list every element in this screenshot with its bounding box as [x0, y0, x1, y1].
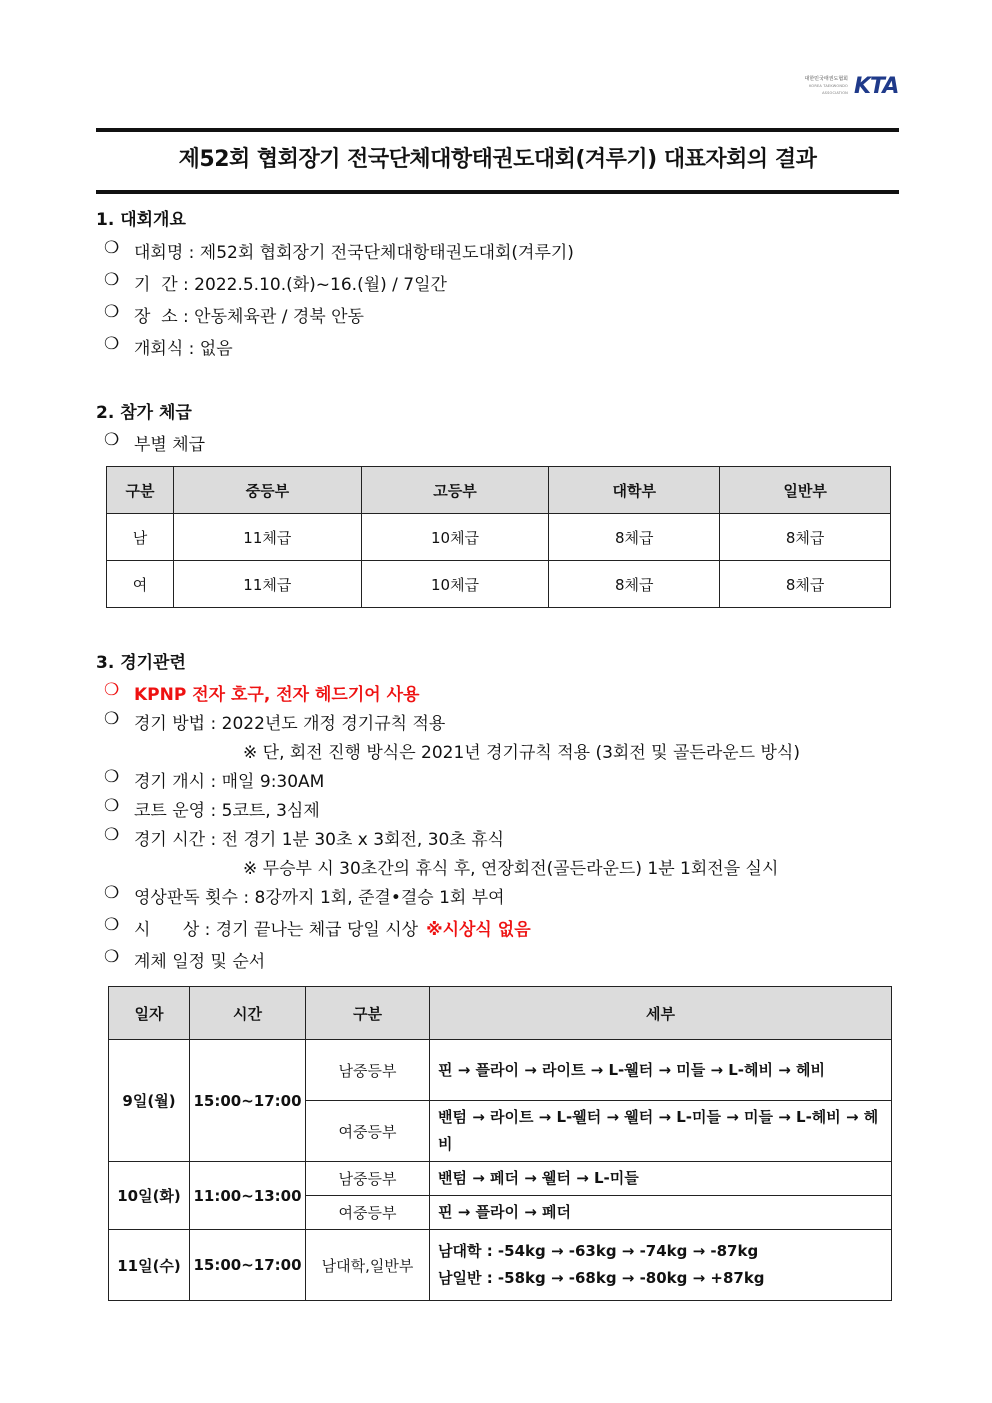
weigh-in-schedule-table	[108, 986, 892, 1301]
section1-item-name	[104, 238, 574, 263]
schedule-time: 15:00~17:00	[190, 1040, 306, 1162]
table-row	[107, 561, 891, 608]
table-row	[107, 514, 891, 561]
kta-logo	[786, 74, 898, 99]
table-row	[109, 1162, 892, 1196]
schedule-detail: 밴텀 → 페더 → 웰터 → L-미들	[430, 1162, 892, 1196]
title-top-rule	[96, 128, 899, 132]
table-row	[109, 1230, 892, 1301]
section3-heading: 3. 경기관련	[96, 653, 186, 673]
weight-class-table	[106, 466, 891, 608]
schedule-detail-line: 남대학 : -54kg → -63kg → -74kg → -87kg	[438, 1242, 759, 1260]
circle-bullet-icon: ❍	[104, 680, 120, 700]
section1-item-opening	[104, 334, 233, 359]
table-header: 구분	[107, 467, 174, 514]
schedule-division: 여중등부	[306, 1101, 430, 1162]
section3-item-court	[104, 796, 320, 821]
circle-bullet-icon: ❍	[104, 915, 120, 935]
item-text: 경기 개시 : 매일 9:30AM	[134, 772, 325, 792]
schedule-detail: 핀 → 플라이 → 라이트 → L-웰터 → 미들 → L-헤비 → 헤비	[430, 1040, 892, 1101]
circle-bullet-icon: ❍	[104, 430, 120, 450]
table-cell: 10체급	[361, 561, 549, 608]
table-cell: 여	[107, 561, 174, 608]
section3-method-note: ※ 단, 회전 진행 방식은 2021년 경기규칙 적용 (3회전 및 골든라운드 방식)	[243, 743, 800, 763]
table-cell: 8체급	[549, 514, 720, 561]
item-text: 개회식 : 없음	[134, 339, 233, 359]
table-row	[109, 1040, 892, 1101]
schedule-time: 11:00~13:00	[190, 1162, 306, 1230]
section2-heading: 2. 참가 체급	[96, 403, 192, 423]
section3-duration-note: ※ 무승부 시 30초간의 휴식 후, 연장회전(골든라운드) 1분 1회전을 실시	[243, 859, 779, 879]
table-cell: 8체급	[720, 514, 891, 561]
schedule-date: 9일(월)	[109, 1040, 190, 1162]
section2-subitem	[104, 430, 205, 455]
table-header: 시간	[190, 987, 306, 1040]
section3-item-method	[104, 709, 445, 734]
table-cell: 8체급	[720, 561, 891, 608]
logo-org-korean: 대한민국태권도협회	[804, 76, 848, 82]
table-cell: 11체급	[174, 561, 362, 608]
table-cell: 10체급	[361, 514, 549, 561]
schedule-division: 남중등부	[306, 1040, 430, 1101]
schedule-detail-line: 남일반 : -58kg → -68kg → -80kg → +87kg	[438, 1269, 765, 1287]
table-cell: 8체급	[549, 561, 720, 608]
schedule-detail: 핀 → 플라이 → 페더	[430, 1196, 892, 1230]
award-red-note: ※시상식 없음	[426, 920, 531, 940]
circle-bullet-icon: ❍	[104, 238, 120, 258]
section3-item-award	[104, 915, 531, 940]
schedule-detail	[430, 1230, 892, 1301]
circle-bullet-icon: ❍	[104, 796, 120, 816]
schedule-time: 15:00~17:00	[190, 1230, 306, 1301]
circle-bullet-icon: ❍	[104, 302, 120, 322]
table-header: 일자	[109, 987, 190, 1040]
table-header-row	[107, 467, 891, 514]
circle-bullet-icon: ❍	[104, 270, 120, 290]
schedule-division: 남대학,일반부	[306, 1230, 430, 1301]
circle-bullet-icon: ❍	[104, 883, 120, 903]
item-text: 경기 방법 : 2022년도 개정 경기규칙 적용	[134, 714, 446, 734]
item-text: 장 소 : 안동체육관 / 경북 안동	[134, 307, 364, 327]
page-title: 제52회 협회장기 전국단체대항태권도대회(겨루기) 대표자회의 결과	[178, 147, 817, 172]
item-text: 대회명 : 제52회 협회장기 전국단체대항태권도대회(겨루기)	[134, 243, 574, 263]
schedule-date: 11일(수)	[109, 1230, 190, 1301]
item-text: 부별 체급	[134, 435, 206, 455]
item-text: 영상판독 횟수 : 8강까지 1회, 준결•결승 1회 부여	[134, 888, 505, 908]
section3-item-start	[104, 767, 324, 792]
section1-heading: 1. 대회개요	[96, 210, 186, 230]
table-header-row	[109, 987, 892, 1040]
section1-item-venue	[104, 302, 364, 327]
title-bottom-rule	[96, 190, 899, 194]
item-text: 경기 시간 : 전 경기 1분 30초 x 3회전, 30초 휴식	[134, 830, 505, 850]
item-text: KPNP 전자 호구, 전자 헤드기어 사용	[134, 685, 420, 705]
circle-bullet-icon: ❍	[104, 709, 120, 729]
table-header: 대학부	[549, 467, 720, 514]
section1-item-period	[104, 270, 447, 295]
logo-mark: KTA	[854, 74, 899, 99]
circle-bullet-icon: ❍	[104, 825, 120, 845]
schedule-detail: 밴텀 → 라이트 → L-웰터 → 웰터 → L-미들 → 미들 → L-헤비 → 헤비	[430, 1101, 892, 1162]
schedule-division: 여중등부	[306, 1196, 430, 1230]
schedule-division: 남중등부	[306, 1162, 430, 1196]
logo-org-english: KOREA TAEKWONDO ASSOCIATION	[809, 84, 848, 95]
table-header: 일반부	[720, 467, 891, 514]
table-header: 구분	[306, 987, 430, 1040]
item-text: 계체 일정 및 순서	[134, 952, 266, 972]
circle-bullet-icon: ❍	[104, 334, 120, 354]
section3-item-schedule	[104, 947, 265, 972]
item-text: 기 간 : 2022.5.10.(화)~16.(월) / 7일간	[134, 275, 447, 295]
item-text: 시 상 : 경기 끝나는 체급 당일 시상	[134, 920, 419, 940]
schedule-date: 10일(화)	[109, 1162, 190, 1230]
section3-item-video	[104, 883, 505, 908]
circle-bullet-icon: ❍	[104, 767, 120, 787]
table-cell: 11체급	[174, 514, 362, 561]
table-cell: 남	[107, 514, 174, 561]
section3-item-duration	[104, 825, 504, 850]
item-text: 코트 운영 : 5코트, 3심제	[134, 801, 320, 821]
table-header: 세부	[430, 987, 892, 1040]
circle-bullet-icon: ❍	[104, 947, 120, 967]
section3-item-kpnp	[104, 680, 419, 705]
table-header: 고등부	[361, 467, 549, 514]
table-header: 중등부	[174, 467, 362, 514]
